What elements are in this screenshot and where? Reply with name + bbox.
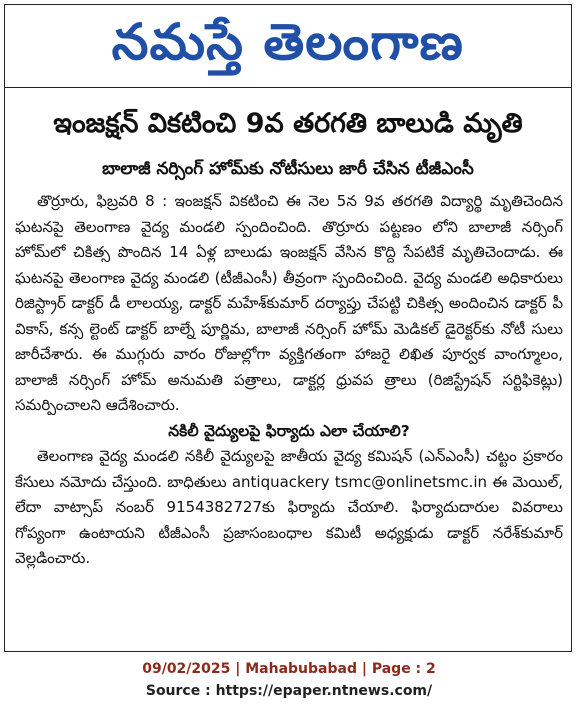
masthead-divider — [5, 87, 571, 88]
article-paragraph-2: తెలంగాణ వైద్య మండలి నకిలీ వైద్యులపై జాతీయ వైద్య కమిషన్ (ఎన్ఎంసీ) చట్టం ప్రకారం కేసులు నమోదు చేస్తుంది. బాధితులు antiquackery tsmc@onlinetsmc.in ఈ మెయిల్, లేదా వాట్సాప్ నంబర్ 9154382727కు ఫిర్యాదు చేయాలి. ఫిర్యాదుదారుల వివరాలు గోప్యంగా ఉంటాయని టీజీఎంసీ ప్రజాసంబంధాల కమిటీ అధ్యక్షుడు డాక్టర్ నరేశ్‌కుమార్ వెల్లడించారు. — [15, 447, 563, 567]
article-body — [15, 189, 563, 572]
masthead-title: నమస్తే తెలంగాణ — [111, 12, 465, 71]
clipping-footer — [0, 658, 578, 702]
article-headline: ఇంజక్షన్ వికటించి 9వ తరగతి బాలుడి మృతి — [53, 108, 523, 139]
footer-date-edition: 09/02/2025 | Mahabubabad | Page : 2 — [142, 661, 436, 677]
article-clipping — [4, 4, 572, 652]
article-paragraph-1: తొర్రూరు, ఫిబ్రవరి 8 : ఇంజక్షన్ వికటించి ఈ నెల 5న 9వ తరగతి విద్యార్థి మృతిచెందిన ఘటనపై తెలంగాణ వైద్య మండలి స్పందించింది. తొర్రూరు పట్టణం లోని బాలాజీ నర్సింగ్ హోమ్‌లో చికిత్స పొందిన 14 ఏళ్ల బాలుడు ఇంజక్షన్ వేసిన కొద్ది సేపటికే మృతిచెందాడు. ఈ ఘటనపై తెలంగాణ వైద్య మండలి (టీజీఎంసీ) తీవ్రంగా స్పందించింది. వైద్య మండలి అధికారులు రిజిస్ట్రార్ డాక్టర్ డీ లాలయ్య, డాక్టర్ మహేశ్‌కుమార్ దర్యాప్తు చేపట్టి చికిత్స అందించిన డాక్టర్ పీ వికాస్, కన్స ల్టెంట్ డాక్టర్ బాల్నే పూర్ణిమ, బాలాజీ నర్సింగ్ హోమ్ మెడికల్ డైరెక్టర్‌కు నోటీ సులు జారీచేశారు. ఈ ముగ్గురు వారం రోజుల్లోగా వ్యక్తిగతంగా హాజరై లిఖిత పూర్వక వాంగ్మూలం, బాలాజీ నర్సింగ్ హోమ్ అనుమతి పత్రాలు, డాక్టర్ల ధ్రువప త్రాలు (రిజిస్ట్రేషన్ సర్టిఫికెట్లు) సమర్పించాలని ఆదేశించారు. — [15, 192, 564, 414]
article-subheadline: బాలాజీ నర్సింగ్ హోమ్‌కు నోటీసులు జారీ చేసిన టీజీఎంసీ — [102, 159, 474, 179]
footer-source-link[interactable]: Source : https://epaper.ntnews.com/ — [145, 683, 433, 699]
article-section-heading: నకిలీ వైద్యులపై ఫిర్యాదు ఎలా చేయాలి? — [168, 421, 410, 440]
newspaper-masthead — [5, 5, 571, 79]
